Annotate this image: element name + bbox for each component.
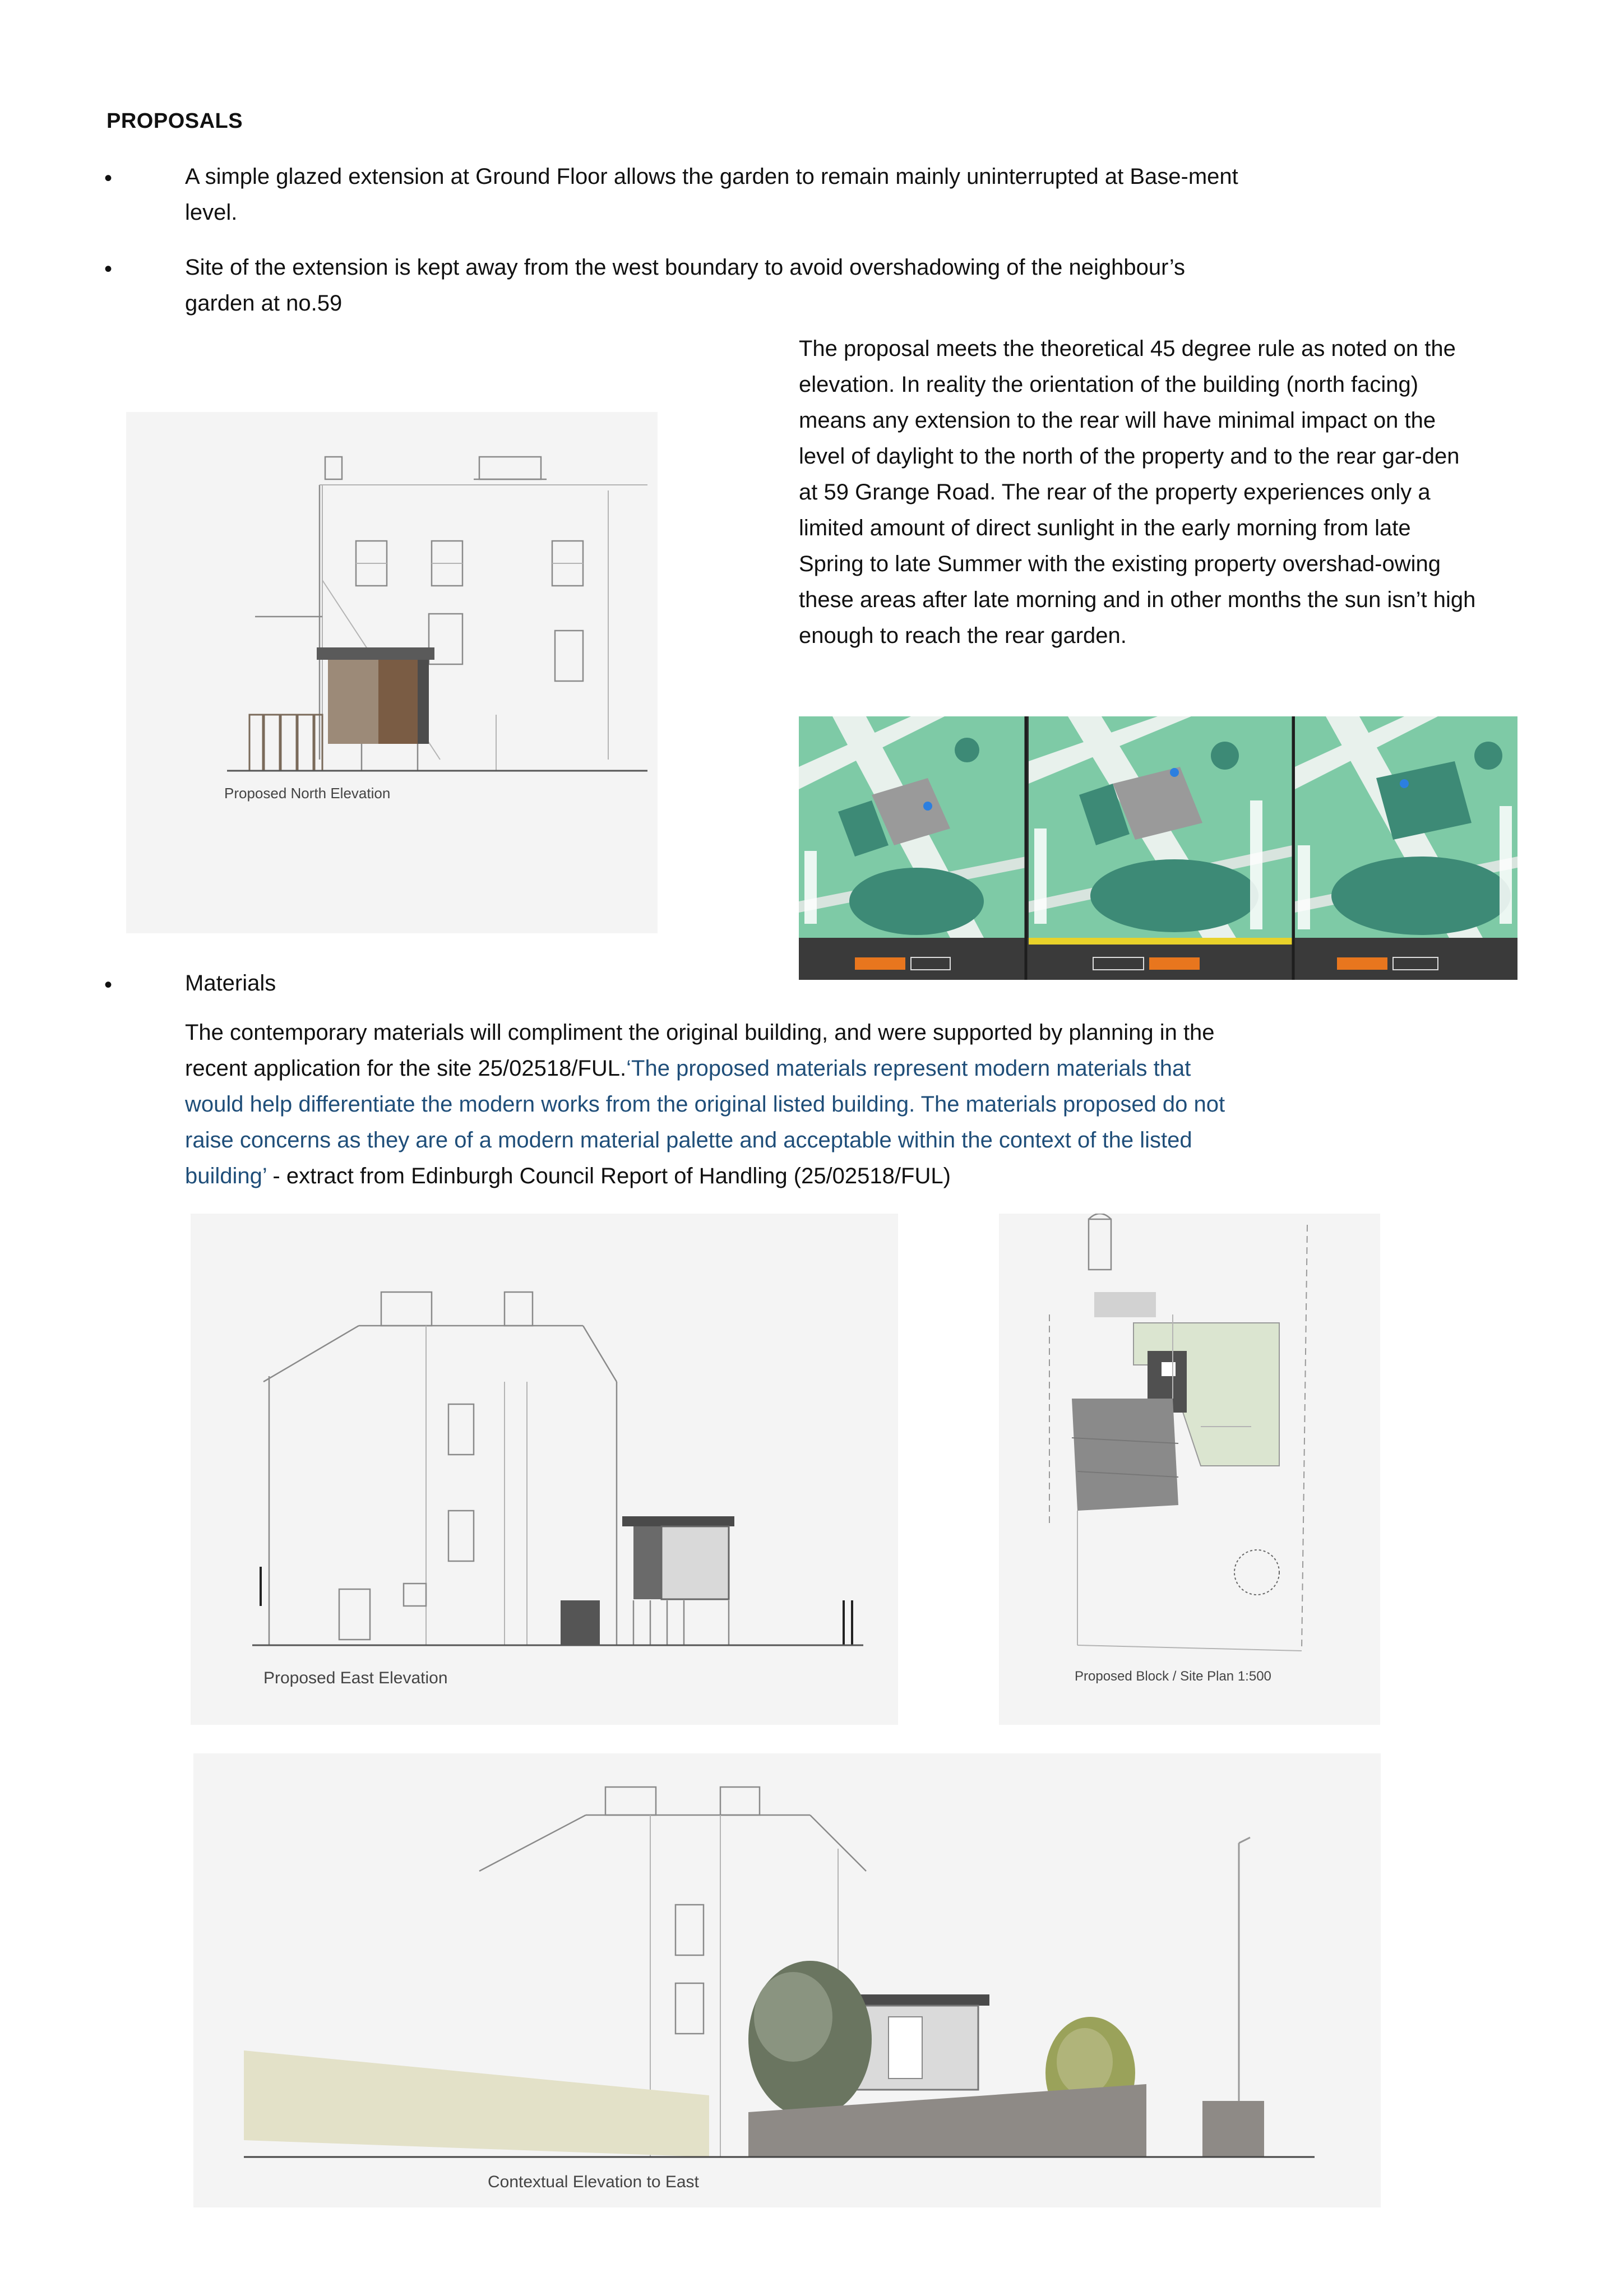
quote-source: - extract from Edinburgh Council Report of Handling (25/02518/FUL) [266,1164,951,1188]
east-elevation-drawing [191,1214,898,1725]
council-quote: ‘The proposed materials represent modern materials that would help differentiate the modern works from the original listed building. The materials proposed do not raise concerns as they are of a modern material palette and acceptable within the context of the listed building’ [185,1056,1225,1188]
bullet-marker: • [104,166,113,191]
bullet-text-glazed-extension: A simple glazed extension at Ground Floor allows the garden to remain mainly uninterrupted at Base-ment level. [185,164,1238,225]
shadow-map-panel-2 [1029,716,1292,938]
east-elevation-caption: Proposed East Elevation [263,1669,448,1687]
site-plan-caption: Proposed Block / Site Plan 1:500 [1075,1669,1271,1684]
bullet-text-west-boundary: Site of the extension is kept away from the west boundary to avoid overshadowing of the neighbour’s garden at no.59 [185,255,1186,316]
materials-label: Materials [185,971,276,996]
bullet-marker: • [104,973,113,997]
north-elevation-figure [126,412,658,933]
shadow-study-figure [799,716,1517,980]
contextual-elevation-figure [193,1753,1381,2207]
east-elevation-figure [191,1214,898,1725]
contextual-elevation-caption: Contextual Elevation to East [488,2173,699,2191]
daylight-paragraph: The proposal meets the theoretical 45 degree rule as noted on the elevation. In reality the orientation of the building (north facing) means any extension to the rear will have minimal impact on the level of daylight to the north of the property and to the rear gar-den at 59 Grange Road. The rear of the property experiences only a limited amount of direct sunlight in the early morning from late Spring to late Summer with the existing property overshad-owing these areas after late morning and in other months the sun isn’t high enough to reach the rear garden. [799,336,1476,648]
north-elevation-caption: Proposed North Elevation [224,785,391,802]
site-plan-drawing [999,1214,1380,1725]
shadow-map-panel-1 [799,716,1026,938]
materials-intro: The contemporary materials will compliment the original building, and were supported by planning in the recent application for the site 25/02518/FUL. [185,1020,1215,1081]
page-heading: PROPOSALS [107,109,243,133]
site-plan-figure [999,1214,1380,1725]
bullet-marker: • [104,257,113,281]
north-elevation-drawing [126,412,658,933]
materials-paragraph [185,1015,1250,1194]
shadow-study-maps [799,716,1517,980]
contextual-elevation-drawing [193,1753,1381,2207]
shadow-map-panel-3 [1295,716,1517,938]
